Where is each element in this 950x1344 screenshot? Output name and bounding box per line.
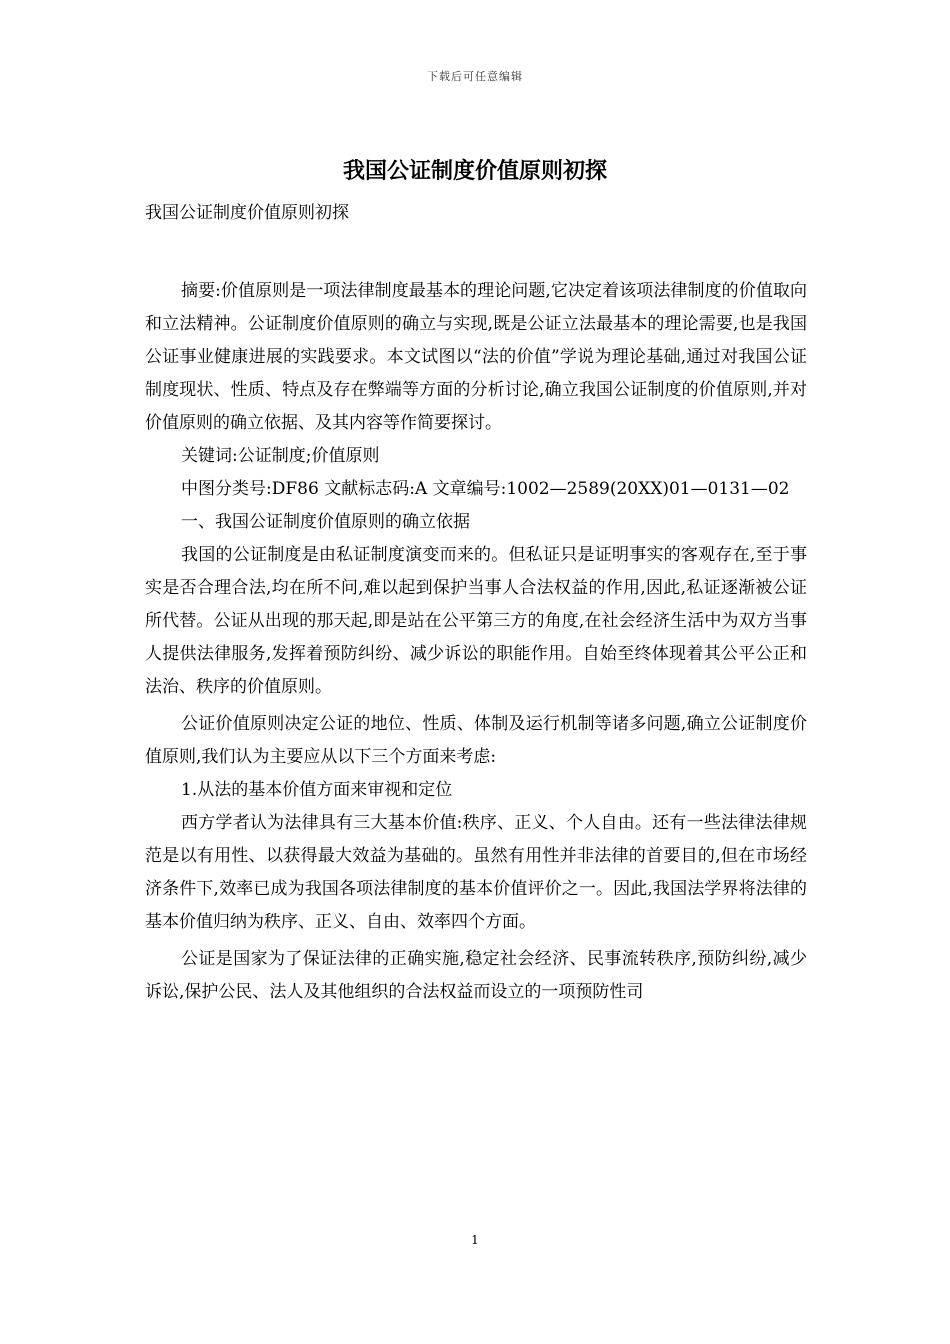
body-paragraph: 公证是国家为了保证法律的正确实施,稳定社会经济、民事流转秩序,预防纠纷,减少诉讼,保护公民、法人及其他组织的合法权益而设立的一项预防性司: [145, 949, 807, 1002]
body-paragraph: 西方学者认为法律具有三大基本价值:秩序、正义、个人自由。还有一些法律法律规范是以有用性、以获得最大效益为基础的。虽然有用性并非法律的首要目的,但在市场经济条件下,效率已成为我国各项法律制度的基本价值评价之一。因此,我国法学界将法律的基本价值归纳为秩序、正义、自由、效率四个方面。: [145, 813, 807, 932]
abstract-paragraph: 摘要:价值原则是一项法律制度最基本的理论问题,它决定着该项法律制度的价值取向和立法精神。公证制度价值原则的确立与实现,既是公证立法最基本的理论需要,也是我国公证事业健康进展的实践要求。本文试图以“法的价值”学说为理论基础,通过对我国公证制度现状、性质、特点及存在弊端等方面的分析讨论,确立我国公证制度的价值原则,并对价值原则的确立依据、及其内容等作简要探讨。: [145, 281, 807, 433]
body-paragraph: 公证价值原则决定公证的地位、性质、体制及运行机制等诸多问题,确立公证制度价值原则,我们认为主要应从以下三个方面来考虑:: [145, 714, 807, 767]
classification-line: 中图分类号:DF86 文献标志码:A 文章编号:1002—2589(20XX)01—0131—02: [181, 479, 790, 499]
subsection-heading: 1.从法的基本价值方面来审视和定位: [181, 780, 453, 800]
page-number: 1: [471, 1233, 479, 1247]
keywords-line: 关键词:公证制度;价值原则: [181, 446, 380, 466]
section-heading: 一、我国公证制度价值原则的确立依据: [181, 512, 470, 532]
header-note: 下载后可任意编辑: [427, 70, 523, 83]
document-subtitle: 我国公证制度价值原则初探: [145, 203, 349, 223]
document-title: 我国公证制度价值原则初探: [342, 159, 607, 184]
body-paragraph: 我国的公证制度是由私证制度演变而来的。但私证只是证明事实的客观存在,至于事实是否合理合法,均在所不问,难以起到保护当事人合法权益的作用,因此,私证逐渐被公证所代替。公证从出现的那天起,即是站在公平第三方的角度,在社会经济生活中为双方当事人提供法律服务,发挥着预防纠纷、减少诉讼的职能作用。自始至终体现着其公平公正和法治、秩序的价值原则。: [145, 545, 807, 697]
document-body: [145, 197, 807, 1009]
